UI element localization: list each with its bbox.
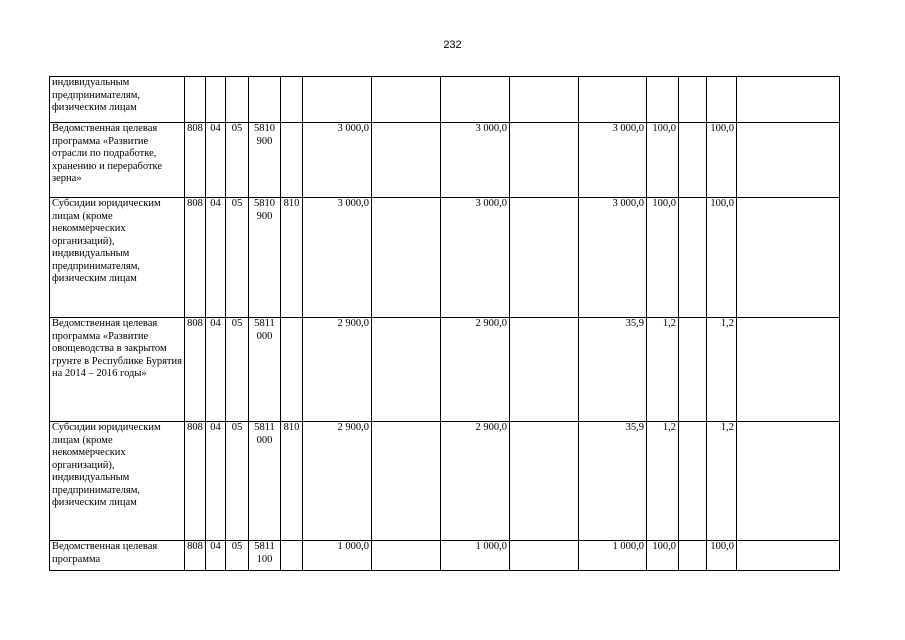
amount-cell-5: 3 000,0 bbox=[579, 198, 647, 318]
subsection-code-cell bbox=[226, 77, 249, 123]
target-article-cell: 5811 100 bbox=[249, 541, 281, 571]
subsection-code-cell: 05 bbox=[226, 123, 249, 198]
percent-cell-2 bbox=[679, 198, 707, 318]
table-row bbox=[50, 198, 840, 318]
ministry-code-cell: 808 bbox=[185, 318, 206, 422]
percent-cell-3: 1,2 bbox=[707, 318, 737, 422]
target-article-cell bbox=[249, 77, 281, 123]
amount-cell-3: 2 900,0 bbox=[441, 318, 510, 422]
percent-cell-3: 100,0 bbox=[707, 198, 737, 318]
ministry-code-cell bbox=[185, 77, 206, 123]
amount-cell-2 bbox=[372, 77, 441, 123]
section-code-cell: 04 bbox=[206, 123, 226, 198]
budget-table bbox=[49, 76, 840, 571]
empty-cell bbox=[737, 198, 840, 318]
amount-cell-3: 1 000,0 bbox=[441, 541, 510, 571]
table-row bbox=[50, 77, 840, 123]
percent-cell-1: 1,2 bbox=[647, 318, 679, 422]
amount-cell-4 bbox=[510, 422, 579, 541]
row-name-cell: Ведомственная целевая программа «Развитие отрасли по подработке, хранению и переработке зерна» bbox=[50, 123, 185, 198]
amount-cell-4 bbox=[510, 541, 579, 571]
row-name-cell: индивидуальным предпринимателям, физическим лицам bbox=[50, 77, 185, 123]
table-row bbox=[50, 541, 840, 571]
ministry-code-cell: 808 bbox=[185, 198, 206, 318]
percent-cell-2 bbox=[679, 123, 707, 198]
empty-cell bbox=[737, 318, 840, 422]
target-article-cell: 5810 900 bbox=[249, 198, 281, 318]
expense-type-cell: 810 bbox=[281, 198, 303, 318]
amount-cell-2 bbox=[372, 198, 441, 318]
section-code-cell: 04 bbox=[206, 422, 226, 541]
percent-cell-2 bbox=[679, 318, 707, 422]
amount-cell-3: 2 900,0 bbox=[441, 422, 510, 541]
percent-cell-2 bbox=[679, 541, 707, 571]
amount-cell-3: 3 000,0 bbox=[441, 123, 510, 198]
expense-type-cell bbox=[281, 123, 303, 198]
empty-cell bbox=[737, 123, 840, 198]
section-code-cell bbox=[206, 77, 226, 123]
section-code-cell: 04 bbox=[206, 198, 226, 318]
amount-cell-3: 3 000,0 bbox=[441, 198, 510, 318]
percent-cell-3: 100,0 bbox=[707, 541, 737, 571]
percent-cell-3 bbox=[707, 77, 737, 123]
row-name-cell: Субсидии юридическим лицам (кроме некоммерческих организаций), индивидуальным предпринимателям, физическим лицам bbox=[50, 422, 185, 541]
table-row bbox=[50, 123, 840, 198]
amount-cell-2 bbox=[372, 318, 441, 422]
amount-cell-5: 1 000,0 bbox=[579, 541, 647, 571]
amount-cell-1 bbox=[303, 77, 372, 123]
amount-cell-4 bbox=[510, 198, 579, 318]
percent-cell-3: 1,2 bbox=[707, 422, 737, 541]
amount-cell-4 bbox=[510, 123, 579, 198]
amount-cell-1: 3 000,0 bbox=[303, 198, 372, 318]
amount-cell-1: 2 900,0 bbox=[303, 422, 372, 541]
amount-cell-1: 1 000,0 bbox=[303, 541, 372, 571]
row-name-cell: Ведомственная целевая программа «Развитие овощеводства в закрытом грунте в Республике Бурятия на 2014 – 2016 годы» bbox=[50, 318, 185, 422]
amount-cell-5: 3 000,0 bbox=[579, 123, 647, 198]
amount-cell-2 bbox=[372, 541, 441, 571]
row-name-cell: Субсидии юридическим лицам (кроме некоммерческих организаций), индивидуальным предпринимателям, физическим лицам bbox=[50, 198, 185, 318]
expense-type-cell bbox=[281, 77, 303, 123]
ministry-code-cell: 808 bbox=[185, 123, 206, 198]
table-row bbox=[50, 318, 840, 422]
row-name-cell: Ведомственная целевая программа bbox=[50, 541, 185, 571]
target-article-cell: 5811 000 bbox=[249, 422, 281, 541]
percent-cell-1: 100,0 bbox=[647, 123, 679, 198]
ministry-code-cell: 808 bbox=[185, 422, 206, 541]
subsection-code-cell: 05 bbox=[226, 198, 249, 318]
table-row bbox=[50, 422, 840, 541]
percent-cell-2 bbox=[679, 422, 707, 541]
percent-cell-1: 100,0 bbox=[647, 198, 679, 318]
percent-cell-1: 100,0 bbox=[647, 541, 679, 571]
percent-cell-1 bbox=[647, 77, 679, 123]
empty-cell bbox=[737, 541, 840, 571]
percent-cell-1: 1,2 bbox=[647, 422, 679, 541]
amount-cell-5: 35,9 bbox=[579, 318, 647, 422]
amount-cell-1: 2 900,0 bbox=[303, 318, 372, 422]
subsection-code-cell: 05 bbox=[226, 422, 249, 541]
amount-cell-2 bbox=[372, 123, 441, 198]
empty-cell bbox=[737, 422, 840, 541]
amount-cell-3 bbox=[441, 77, 510, 123]
amount-cell-2 bbox=[372, 422, 441, 541]
section-code-cell: 04 bbox=[206, 318, 226, 422]
amount-cell-5 bbox=[579, 77, 647, 123]
expense-type-cell: 810 bbox=[281, 422, 303, 541]
expense-type-cell bbox=[281, 318, 303, 422]
subsection-code-cell: 05 bbox=[226, 541, 249, 571]
page-number: 232 bbox=[443, 39, 462, 51]
subsection-code-cell: 05 bbox=[226, 318, 249, 422]
empty-cell bbox=[737, 77, 840, 123]
target-article-cell: 5811 000 bbox=[249, 318, 281, 422]
amount-cell-1: 3 000,0 bbox=[303, 123, 372, 198]
expense-type-cell bbox=[281, 541, 303, 571]
percent-cell-2 bbox=[679, 77, 707, 123]
section-code-cell: 04 bbox=[206, 541, 226, 571]
ministry-code-cell: 808 bbox=[185, 541, 206, 571]
percent-cell-3: 100,0 bbox=[707, 123, 737, 198]
amount-cell-4 bbox=[510, 318, 579, 422]
target-article-cell: 5810 900 bbox=[249, 123, 281, 198]
amount-cell-5: 35,9 bbox=[579, 422, 647, 541]
amount-cell-4 bbox=[510, 77, 579, 123]
